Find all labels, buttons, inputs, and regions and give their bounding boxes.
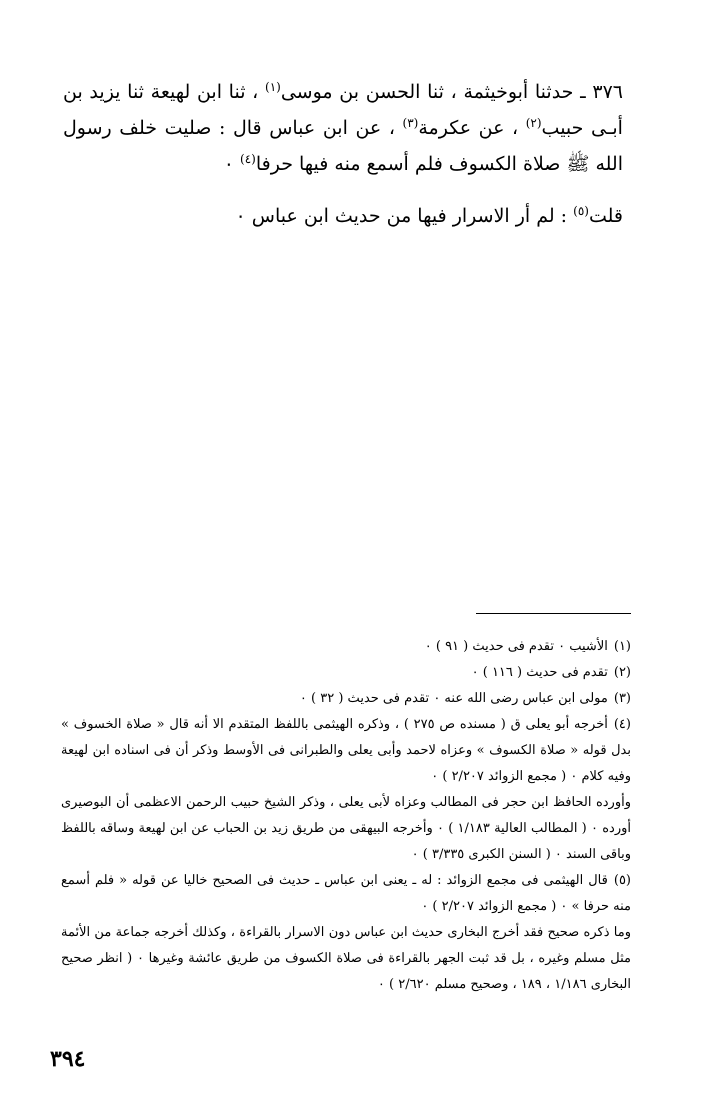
footnote-ref-5[interactable]: (٥) <box>573 204 589 218</box>
hadith-number: ٣٧٦ <box>592 81 623 103</box>
footnote-divider <box>476 613 631 614</box>
hadith-text-4: ، عن ابن عباس قال : صليت خلف رسول الله ﷺ صلاة الكسوف فلم أسمع منه فيها حرفا <box>63 117 623 175</box>
footnote-text: وأورده الحافظ ابن حجر فى المطالب وعزاه لأبى يعلى ، وذكر الشيخ حبيب الرحمن الاعظمى أن البوصيرى أورده ٠ ( المطالب العالية ١/١٨٣ ) ٠ وأخرجه البيهقى من طريق زيد بن الحباب عن ابن لهيعة وساقه باللفظ وباقى السند ٠ ( السنن الكبرى ٣/٣٣٥ ) ٠ <box>61 795 631 862</box>
footnote-number: (٤) <box>613 717 631 732</box>
footnote-5-continued <box>61 920 631 998</box>
footnote-number: (١) <box>613 639 631 654</box>
footnote-3 <box>61 686 631 712</box>
footnote-number: (٥) <box>613 873 631 888</box>
footnote-4 <box>61 712 631 790</box>
hadith-paragraph <box>63 74 623 182</box>
footnote-text: قال الهيثمى فى مجمع الزوائد : له ـ يعنى ابن عباس ـ حديث فى الصحيح خاليا عن قوله « فلم أسمع منه حرفا » ٠ ( مجمع الزوائد ٢/٢٠٧ ) ٠ <box>61 873 631 914</box>
footnotes <box>61 634 631 998</box>
footnote-text: مولى ابن عباس رضى الله عنه ٠ تقدم فى حديث ( ٣٢ ) ٠ <box>299 691 608 706</box>
footnote-ref-4[interactable]: (٤) <box>240 152 256 166</box>
footnote-number: (٢) <box>613 665 631 680</box>
footnote-text: أخرجه أبو يعلى ق ( مسنده ص ٢٧٥ ) ، وذكره الهيثمى باللفظ المتقدم الا أنه قال « صلاة الخسوف » بدل قوله « صلاة الكسوف » وعزاه لاحمد وأبى يعلى والطبرانى فى الأوسط وذكر أن فى اسناده ابن لهيعة وفيه كلام ٠ ( مجمع الزوائد ٢/٢٠٧ ) ٠ <box>61 717 631 784</box>
footnote-text: تقدم فى حديث ( ١١٦ ) ٠ <box>471 665 608 680</box>
footnote-ref-3[interactable]: (٣) <box>402 116 419 130</box>
hadith-text-2: ، ثنا ابن لهيعة ثنا يزيد بن أبـى حبيب <box>63 81 623 139</box>
footnote-ref-2[interactable]: (٢) <box>525 116 542 130</box>
footnote-text: الأشيب ٠ تقدم فى حديث ( ٩١ ) ٠ <box>424 639 608 654</box>
author-note-text: : لم أر الاسرار فيها من حديث ابن عباس ٠ <box>235 205 568 227</box>
footnote-4-continued <box>61 790 631 868</box>
hadith-end: ٠ <box>223 153 241 175</box>
footnote-1 <box>61 634 631 660</box>
footnote-2 <box>61 660 631 686</box>
author-note <box>63 198 623 234</box>
footnote-5 <box>61 868 631 920</box>
footnote-number: (٣) <box>613 691 631 706</box>
hadith-text-1: ـ حدثنا أبوخيثمة ، ثنا الحسن بن موسى <box>280 81 586 103</box>
page-number: ٣٩٤ <box>50 1046 86 1072</box>
hadith-text-3: ، عن عكرمة <box>418 117 519 139</box>
footnote-text: وما ذكره صحيح فقد أخرج البخارى حديث ابن عباس دون الاسرار بالقراءة ، وكذلك أخرجه جماعة من الأئمة مثل مسلم وغيره ، بل قد ثبت الجهر بالقراءة فى صلاة الكسوف من طريق عائشة وغيرها ٠ ( انظر صحيح البخارى ١/١٨٦ ، ١٨٩ ، وصحيح مسلم ٢/٦٢٠ ) ٠ <box>61 925 632 992</box>
footnote-ref-1[interactable]: (١) <box>265 80 281 94</box>
main-text <box>63 74 623 234</box>
qult-label: قلت <box>588 205 623 227</box>
